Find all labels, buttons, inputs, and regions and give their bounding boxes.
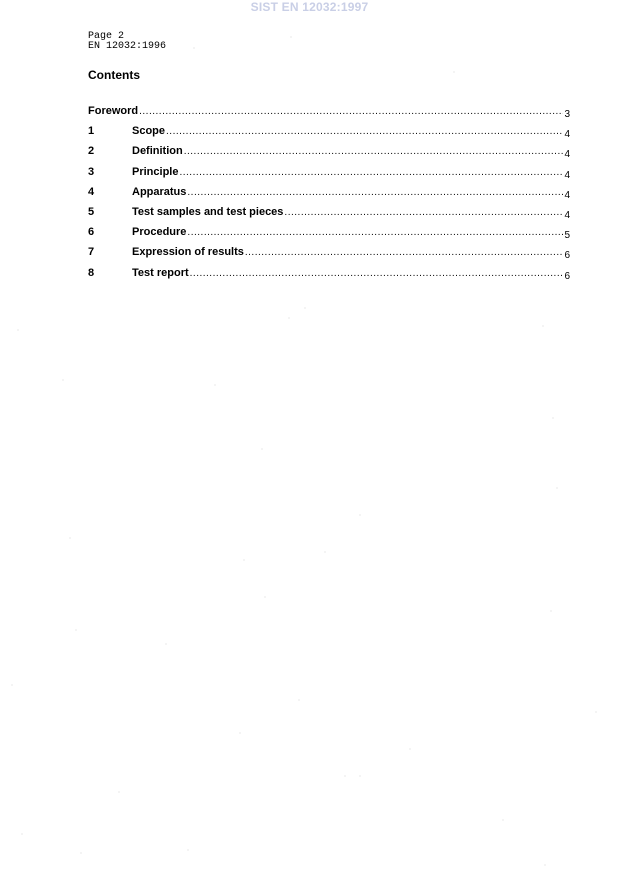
page-header [88,32,166,52]
toc-leader-dots [179,166,563,180]
toc-entry-title: Principle [132,165,179,178]
toc-leader-dots [284,206,563,220]
toc-entry-number: 7 [88,246,95,259]
toc-entry-number: 2 [88,145,95,158]
watermark: SIST EN 12032:1997 [250,0,369,14]
contents-title: Contents [88,68,140,82]
toc-entry-title: Procedure [132,226,187,239]
toc-entry-title: Foreword [88,105,139,117]
toc-entry-number: 5 [88,205,95,218]
toc-entry-page: 4 [564,209,570,221]
toc-entry-page: 6 [564,250,570,262]
toc-entry-page: 4 [564,129,570,141]
table-of-contents [88,104,570,286]
toc-entry-title: Expression of results [132,246,244,259]
toc-entry-page: 4 [564,169,570,181]
toc-entry-principle[interactable] [88,165,570,185]
toc-entry-apparatus[interactable] [88,185,570,205]
toc-entry-title: Scope [132,125,166,138]
toc-entry-number: 1 [88,125,95,138]
standard-id-line: EN 12032:1996 [88,41,167,52]
toc-entry-expression-of-results[interactable] [88,245,570,265]
toc-entry-foreword[interactable] [88,104,570,124]
toc-entry-procedure[interactable] [88,225,570,245]
toc-entry-test-report[interactable] [88,266,570,286]
toc-entry-title: Apparatus [132,185,187,198]
toc-leader-dots [245,246,564,260]
toc-entry-page: 5 [564,230,570,242]
toc-entry-title: Test samples and test pieces [132,205,284,218]
toc-entry-page: 4 [564,149,570,161]
toc-leader-dots [187,186,563,200]
toc-entry-number: 6 [88,226,95,239]
page-number-line: Page 2 [88,31,125,42]
toc-entry-title: Definition [132,145,183,158]
toc-entry-number: 8 [88,266,95,279]
toc-entry-page: 3 [564,109,570,120]
toc-leader-dots [139,105,563,119]
toc-entry-page: 4 [564,189,570,201]
toc-leader-dots [166,125,563,139]
toc-entry-number: 4 [88,185,95,198]
toc-entry-test-samples[interactable] [88,205,570,225]
toc-leader-dots [190,267,564,281]
toc-entry-definition[interactable] [88,144,570,164]
toc-leader-dots [184,145,564,159]
toc-entry-title: Test report [132,266,189,279]
toc-entry-scope[interactable] [88,124,570,144]
toc-entry-number: 3 [88,165,95,178]
toc-entry-page: 6 [564,270,570,282]
toc-leader-dots [187,226,563,240]
